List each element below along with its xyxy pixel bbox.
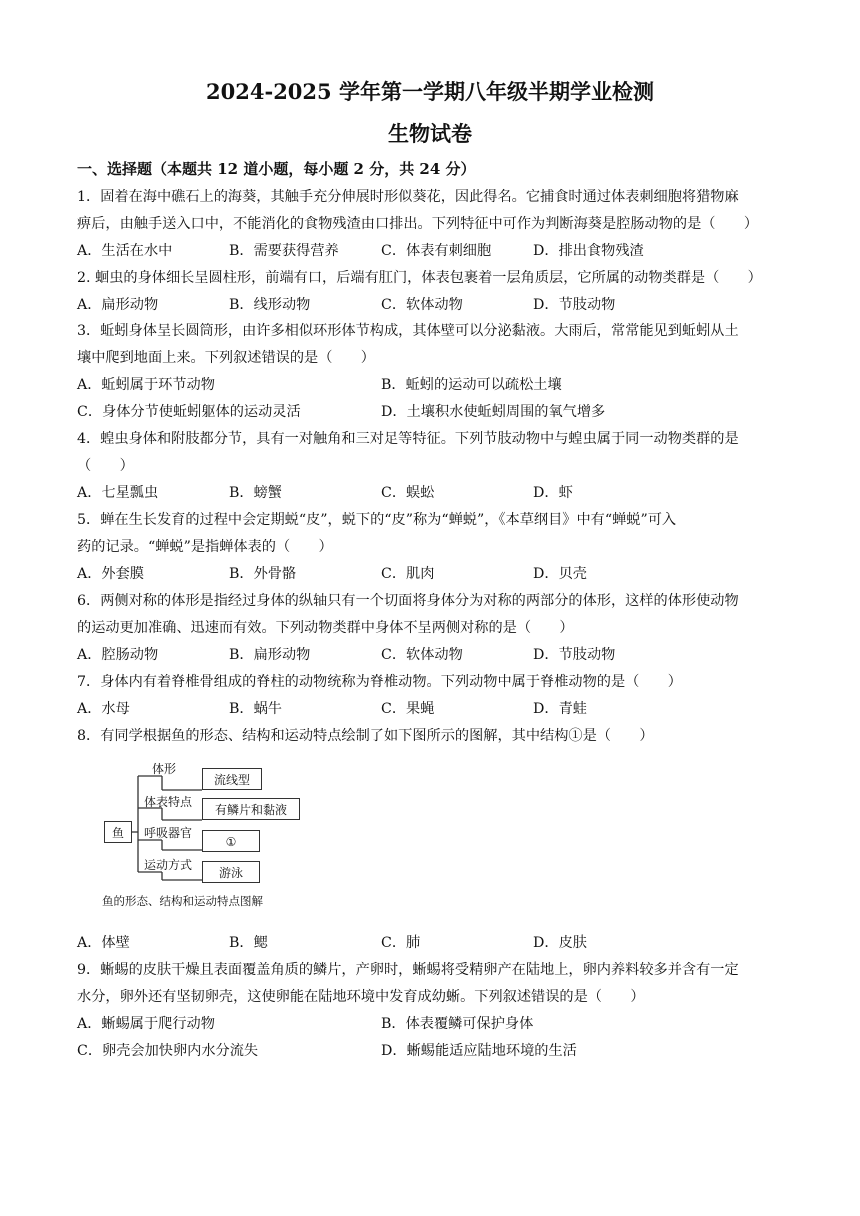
q2-line1: 2. 蛔虫的身体细长呈圆柱形，前端有口，后端有肛门，体表包裹着一层角质层，它所属的动物类群是（ ） xyxy=(77,270,762,286)
q8-line1: 8．有同学根据鱼的形态、结构和运动特点绘制了如下图所示的图解，其中结构①是（ ） xyxy=(77,728,654,744)
q5-option-a: A．外套膜 xyxy=(77,566,144,582)
diagram-value-movement: 游泳 xyxy=(202,861,260,883)
q1-line2: 痹后，由触手送入口中，不能消化的食物残渣由口排出。下列特征中可作为判断海葵是腔肠动物的是（ ） xyxy=(77,216,759,232)
q4-line2: （ ） xyxy=(77,458,134,474)
q6-line2: 的运动更加准确、迅速而有效。下列动物类群中身体不呈两侧对称的是（ ） xyxy=(77,620,574,636)
q1-option-d: D．排出食物残渣 xyxy=(533,243,644,259)
q8-option-d: D．皮肤 xyxy=(533,935,587,951)
diagram-label-surface: 体表特点 xyxy=(144,795,193,809)
diagram-value-surface: 有鳞片和黏液 xyxy=(202,798,300,820)
q7-option-b: B．蜗牛 xyxy=(229,701,282,717)
q6-line1: 6．两侧对称的体形是指经过身体的纵轴只有一个切面将身体分为对称的两部分的体形，这样的体形使动物 xyxy=(77,593,739,609)
diagram-caption: 鱼的形态、结构和运动特点图解 xyxy=(102,894,263,908)
fish-diagram xyxy=(102,760,312,910)
q1-option-b: B．需要获得营养 xyxy=(229,243,339,259)
q1-line1: 1．固着在海中礁石上的海葵，其触手充分伸展时形似葵花，因此得名。它捕食时通过体表刺细胞将猎物麻 xyxy=(77,189,739,205)
q5-option-c: C．肌肉 xyxy=(381,566,435,582)
diagram-label-movement: 运动方式 xyxy=(144,858,193,872)
q2-option-b: B．线形动物 xyxy=(229,297,311,313)
q9-option-a: A．蜥蜴属于爬行动物 xyxy=(77,1016,215,1032)
q4-option-b: B．螃蟹 xyxy=(229,485,282,501)
diagram-value-respiratory: ① xyxy=(202,830,260,852)
diagram-label-body-shape: 体形 xyxy=(152,762,177,776)
q6-option-a: A．腔肠动物 xyxy=(77,647,159,663)
q5-option-d: D．贝壳 xyxy=(533,566,587,582)
q7-option-d: D．青蛙 xyxy=(533,701,587,717)
q9-option-d: D．蜥蜴能适应陆地环境的生活 xyxy=(381,1043,577,1059)
q2-option-d: D．节肢动物 xyxy=(533,297,616,313)
diagram-label-respiratory: 呼吸器官 xyxy=(144,826,193,840)
section-heading: 一、选择题（本题共 12 道小题，每小题 2 分，共 24 分） xyxy=(77,160,476,178)
q5-line2: 药的记录。“蝉蜕”是指蝉体表的（ ） xyxy=(77,539,333,555)
q3-line2: 壤中爬到地面上来。下列叙述错误的是（ ） xyxy=(77,350,375,366)
q3-option-d: D．土壤积水使蚯蚓周围的氧气增多 xyxy=(381,404,606,420)
exam-subtitle: 生物试卷 xyxy=(388,121,472,146)
q1-option-a: A．生活在水中 xyxy=(77,243,173,259)
q9-option-b: B．体表覆鳞可保护身体 xyxy=(381,1016,534,1032)
q7-option-a: A．水母 xyxy=(77,701,130,717)
q4-option-a: A．七星瓢虫 xyxy=(77,485,159,501)
diagram-value-body-shape: 流线型 xyxy=(202,768,262,790)
q7-option-c: C．果蝇 xyxy=(381,701,435,717)
q9-line1: 9．蜥蜴的皮肤干燥且表面覆盖角质的鳞片，产卵时，蜥蜴将受精卵产在陆地上，卵内养料较多并含有一定 xyxy=(77,962,739,978)
q1-option-c: C．体表有刺细胞 xyxy=(381,243,492,259)
q6-option-d: D．节肢动物 xyxy=(533,647,616,663)
q8-option-c: C．肺 xyxy=(381,935,421,951)
exam-title: 2024-2025 学年第一学期八年级半期学业检测 xyxy=(206,79,654,104)
q6-option-c: C．软体动物 xyxy=(381,647,463,663)
q4-option-d: D．虾 xyxy=(533,485,573,501)
q2-option-c: C．软体动物 xyxy=(381,297,463,313)
q5-option-b: B．外骨骼 xyxy=(229,566,297,582)
q7-line1: 7．身体内有着脊椎骨组成的脊柱的动物统称为脊椎动物。下列动物中属于脊椎动物的是（ ） xyxy=(77,674,682,690)
q9-option-c: C．卵壳会加快卵内水分流失 xyxy=(77,1043,259,1059)
q9-line2: 水分，卵外还有坚韧卵壳，这使卵能在陆地环境中发育成幼蜥。下列叙述错误的是（ ） xyxy=(77,989,645,1005)
q8-option-a: A．体壁 xyxy=(77,935,130,951)
q3-option-c: C．身体分节使蚯蚓躯体的运动灵活 xyxy=(77,404,301,420)
q3-option-b: B．蚯蚓的运动可以疏松土壤 xyxy=(381,377,562,393)
diagram-root-fish: 鱼 xyxy=(104,821,132,843)
q2-option-a: A．扁形动物 xyxy=(77,297,159,313)
q3-line1: 3．蚯蚓身体呈长圆筒形，由许多相似环形体节构成，其体壁可以分泌黏液。大雨后，常常能见到蚯蚓从土 xyxy=(77,323,739,339)
q4-line1: 4．蝗虫身体和附肢都分节，具有一对触角和三对足等特征。下列节肢动物中与蝗虫属于同一动物类群的是 xyxy=(77,431,739,447)
q3-option-a: A．蚯蚓属于环节动物 xyxy=(77,377,215,393)
q6-option-b: B．扁形动物 xyxy=(229,647,311,663)
q5-line1: 5．蝉在生长发育的过程中会定期蜕“皮”，蜕下的“皮”称为“蝉蜕”，《本草纲目》中有“蝉蜕”可入 xyxy=(77,512,677,528)
q8-option-b: B．鳃 xyxy=(229,935,268,951)
q4-option-c: C．蜈蚣 xyxy=(381,485,435,501)
